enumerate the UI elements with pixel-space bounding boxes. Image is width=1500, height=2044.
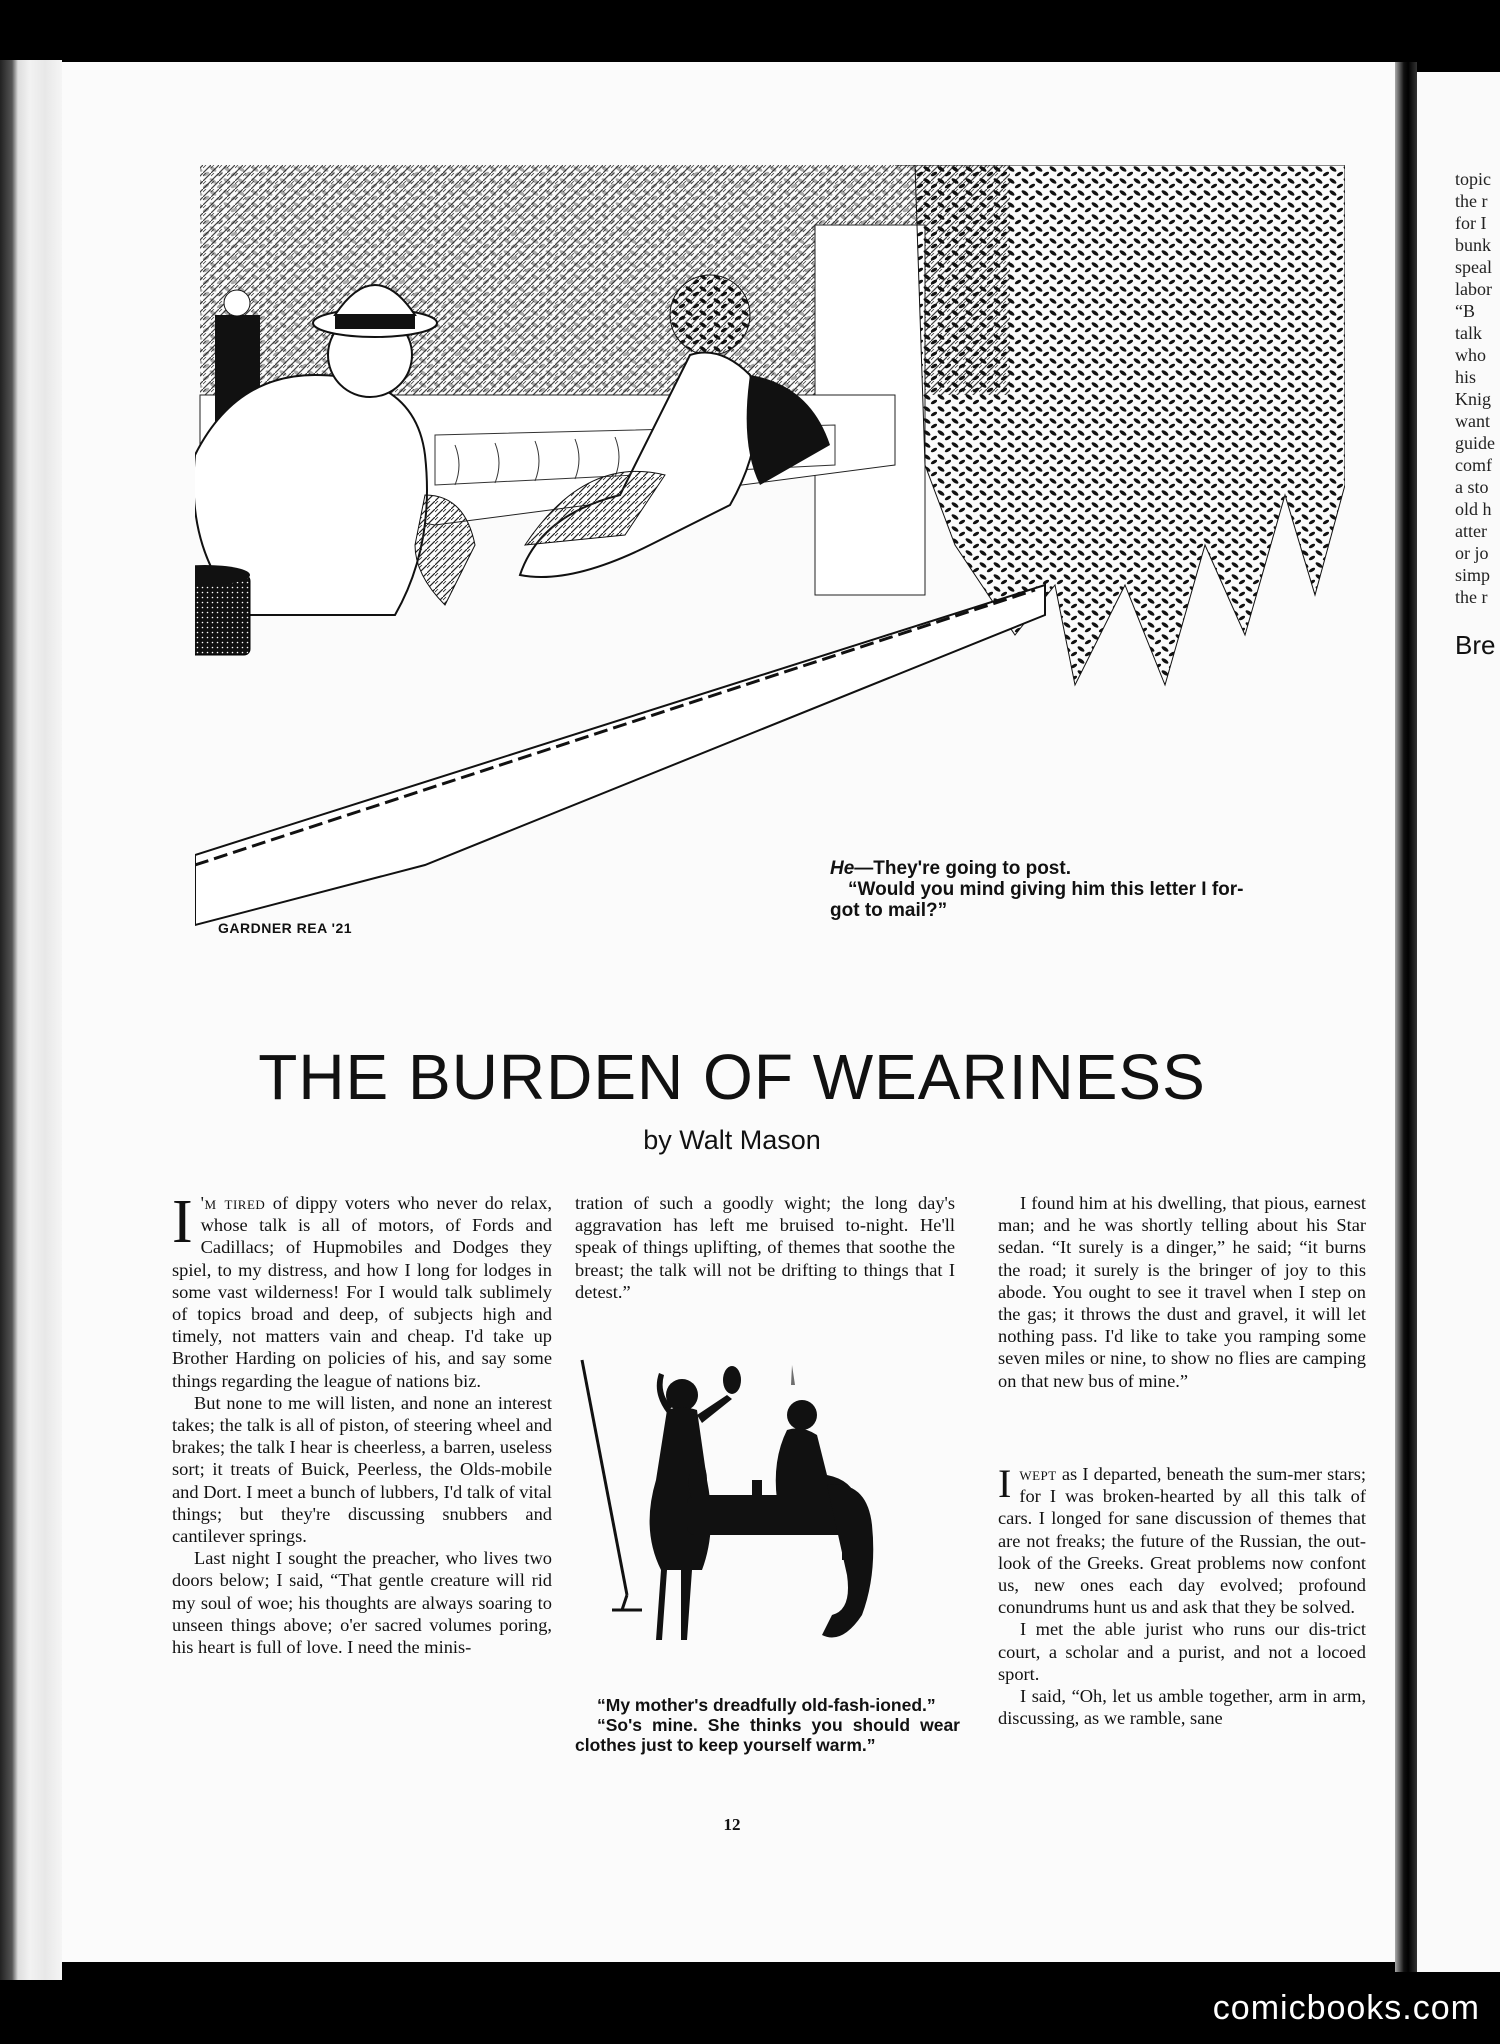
facing-page-line: a sto — [1455, 477, 1489, 497]
article-byline: by Walt Mason — [643, 1125, 821, 1155]
cheval-mirror — [582, 1360, 642, 1610]
signature-name: GARDNER REA — [218, 920, 328, 936]
paragraph: I met the able jurist who runs our dis-trict court, a scholar and a purist, and not a locoed sport. — [998, 1619, 1366, 1684]
facing-page-line: guide — [1455, 433, 1495, 453]
hatbox — [195, 565, 250, 655]
lead-small-caps: wept — [1019, 1464, 1057, 1484]
drop-cap: I — [998, 1461, 1012, 1506]
text-column-3-continued — [998, 1463, 1366, 1729]
caption-line: “My mother's dreadfully old-fash-ioned.” — [597, 1695, 936, 1715]
paragraph: tration of such a goodly wight; the long day's aggravation has left me bruised to-night. He'll speak of things uplifting, of themes that soothe the breast; the talk will not be drifting to things that I detest.” — [575, 1193, 955, 1302]
caption-line: “So's mine. She thinks you should wear clothes just to keep yourself warm.” — [575, 1715, 960, 1755]
paragraph-text: as I departed, beneath the sum-mer stars; for I was broken-hearted by all this talk of cars. I longed for sane discussion of themes that are not freaks; the future of the Russian, the out-look of the Greeks. Great problems now confont us, new ones each day evolved; profound conundrums hunt us and ask that they be solved. — [998, 1464, 1366, 1618]
watermark: comicbooks.com — [1212, 1989, 1480, 2027]
facing-page-line: who — [1455, 345, 1486, 365]
caption-line1: —They're going to post. — [854, 858, 1071, 879]
lead-small-caps: 'm tired — [200, 1193, 266, 1213]
paragraph — [172, 1188, 552, 1392]
facing-page-line: bunk — [1455, 235, 1491, 255]
facing-page-line: labor — [1455, 279, 1492, 299]
artist-signature — [218, 920, 352, 936]
facing-page-line: talk — [1455, 323, 1482, 343]
caption-speaker: He — [830, 858, 855, 879]
caption-line2: “Would you mind giving him this letter I for- — [848, 879, 1244, 900]
facing-page-line: comf — [1455, 455, 1492, 475]
facing-page-line: “B — [1455, 301, 1475, 321]
facing-page-text — [1455, 168, 1500, 608]
facing-page-line: simp — [1455, 565, 1491, 585]
illustration-caption — [830, 858, 1350, 921]
silhouette-caption — [575, 1695, 960, 1755]
facing-page-line: atter — [1455, 521, 1487, 541]
paragraph: Last night I sought the preacher, who lives two doors below; I said, “That gentle creature will rid my soul of woe; his thoughts are always soaring to unseen things above; o'er sacred volumes poring, his heart is full of love. I need the minis- — [172, 1548, 552, 1658]
text-column-3 — [998, 1192, 1366, 1392]
caption-line3: got to mail?” — [830, 900, 948, 921]
facing-page-line: for I — [1455, 213, 1487, 233]
facing-page-line: want — [1455, 411, 1490, 431]
text-column-2 — [575, 1192, 955, 1303]
ivy-vines — [895, 165, 1345, 685]
paragraph: But none to me will listen, and none an interest takes; the talk is all of piston, of steering wheel and brakes; the talk I hear is cheerless, a barren, useless sort; it treats of Buick, Peerless, the Olds-mobile and Dort. I meet a bunch of lubbers, I'd talk of vital things; but they're discussing snubbers and cantilever springs. — [172, 1392, 552, 1547]
text-column-1 — [172, 1188, 552, 1658]
book-page-edges — [0, 60, 62, 1980]
article-title: THE BURDEN OF WEARINESS — [258, 1041, 1206, 1113]
facing-page-line: the r — [1455, 191, 1488, 211]
facing-page-line: his — [1455, 367, 1477, 387]
facing-page-heading: Bre — [1455, 630, 1496, 660]
silhouette-illustration — [572, 1355, 962, 1675]
paragraph-text: of dippy voters who never do relax, whose talk is all of motors, of Fords and Cadillacs; of Hupmobiles and Dodges they spiel, to my distress, and how I long for lodges in some vast wilderness! For I would talk sublimely of topics broad and deep, of subjects high and timely, not matters vain and cheap. I'd take up Brother Harding on policies of his, and say some things regarding the league of nations biz. — [172, 1193, 552, 1391]
paragraph: I found him at his dwelling, that pious, earnest man; and he was shortly telling about his Star sedan. “It surely is a dinger,” he said; “it burns the road; it surely is the bringer of joy to this abode. You ought to see it travel when I step on the gas; it throws the dust and gravel, it will let nothing pass. I'd like to take you ramping some seven miles or nine, to show no flies are camping on that new bus of mine.” — [998, 1193, 1366, 1391]
page-number: 12 — [723, 1815, 741, 1834]
paragraph: I said, “Oh, let us amble together, arm in arm, discussing, as we ramble, sane — [998, 1686, 1366, 1729]
book-gutter — [1395, 62, 1417, 1972]
facing-page-line: topic — [1455, 169, 1491, 189]
facing-page-line: speal — [1455, 257, 1492, 277]
facing-page-line: old h — [1455, 499, 1492, 519]
facing-page-line: Knig — [1455, 389, 1491, 409]
drop-cap: I — [172, 1188, 193, 1256]
signature-year: '21 — [331, 920, 353, 936]
paragraph — [998, 1463, 1366, 1618]
facing-page-line: the r — [1455, 587, 1488, 607]
facing-page-line: or jo — [1455, 543, 1489, 563]
garden-illustration — [195, 165, 1345, 945]
